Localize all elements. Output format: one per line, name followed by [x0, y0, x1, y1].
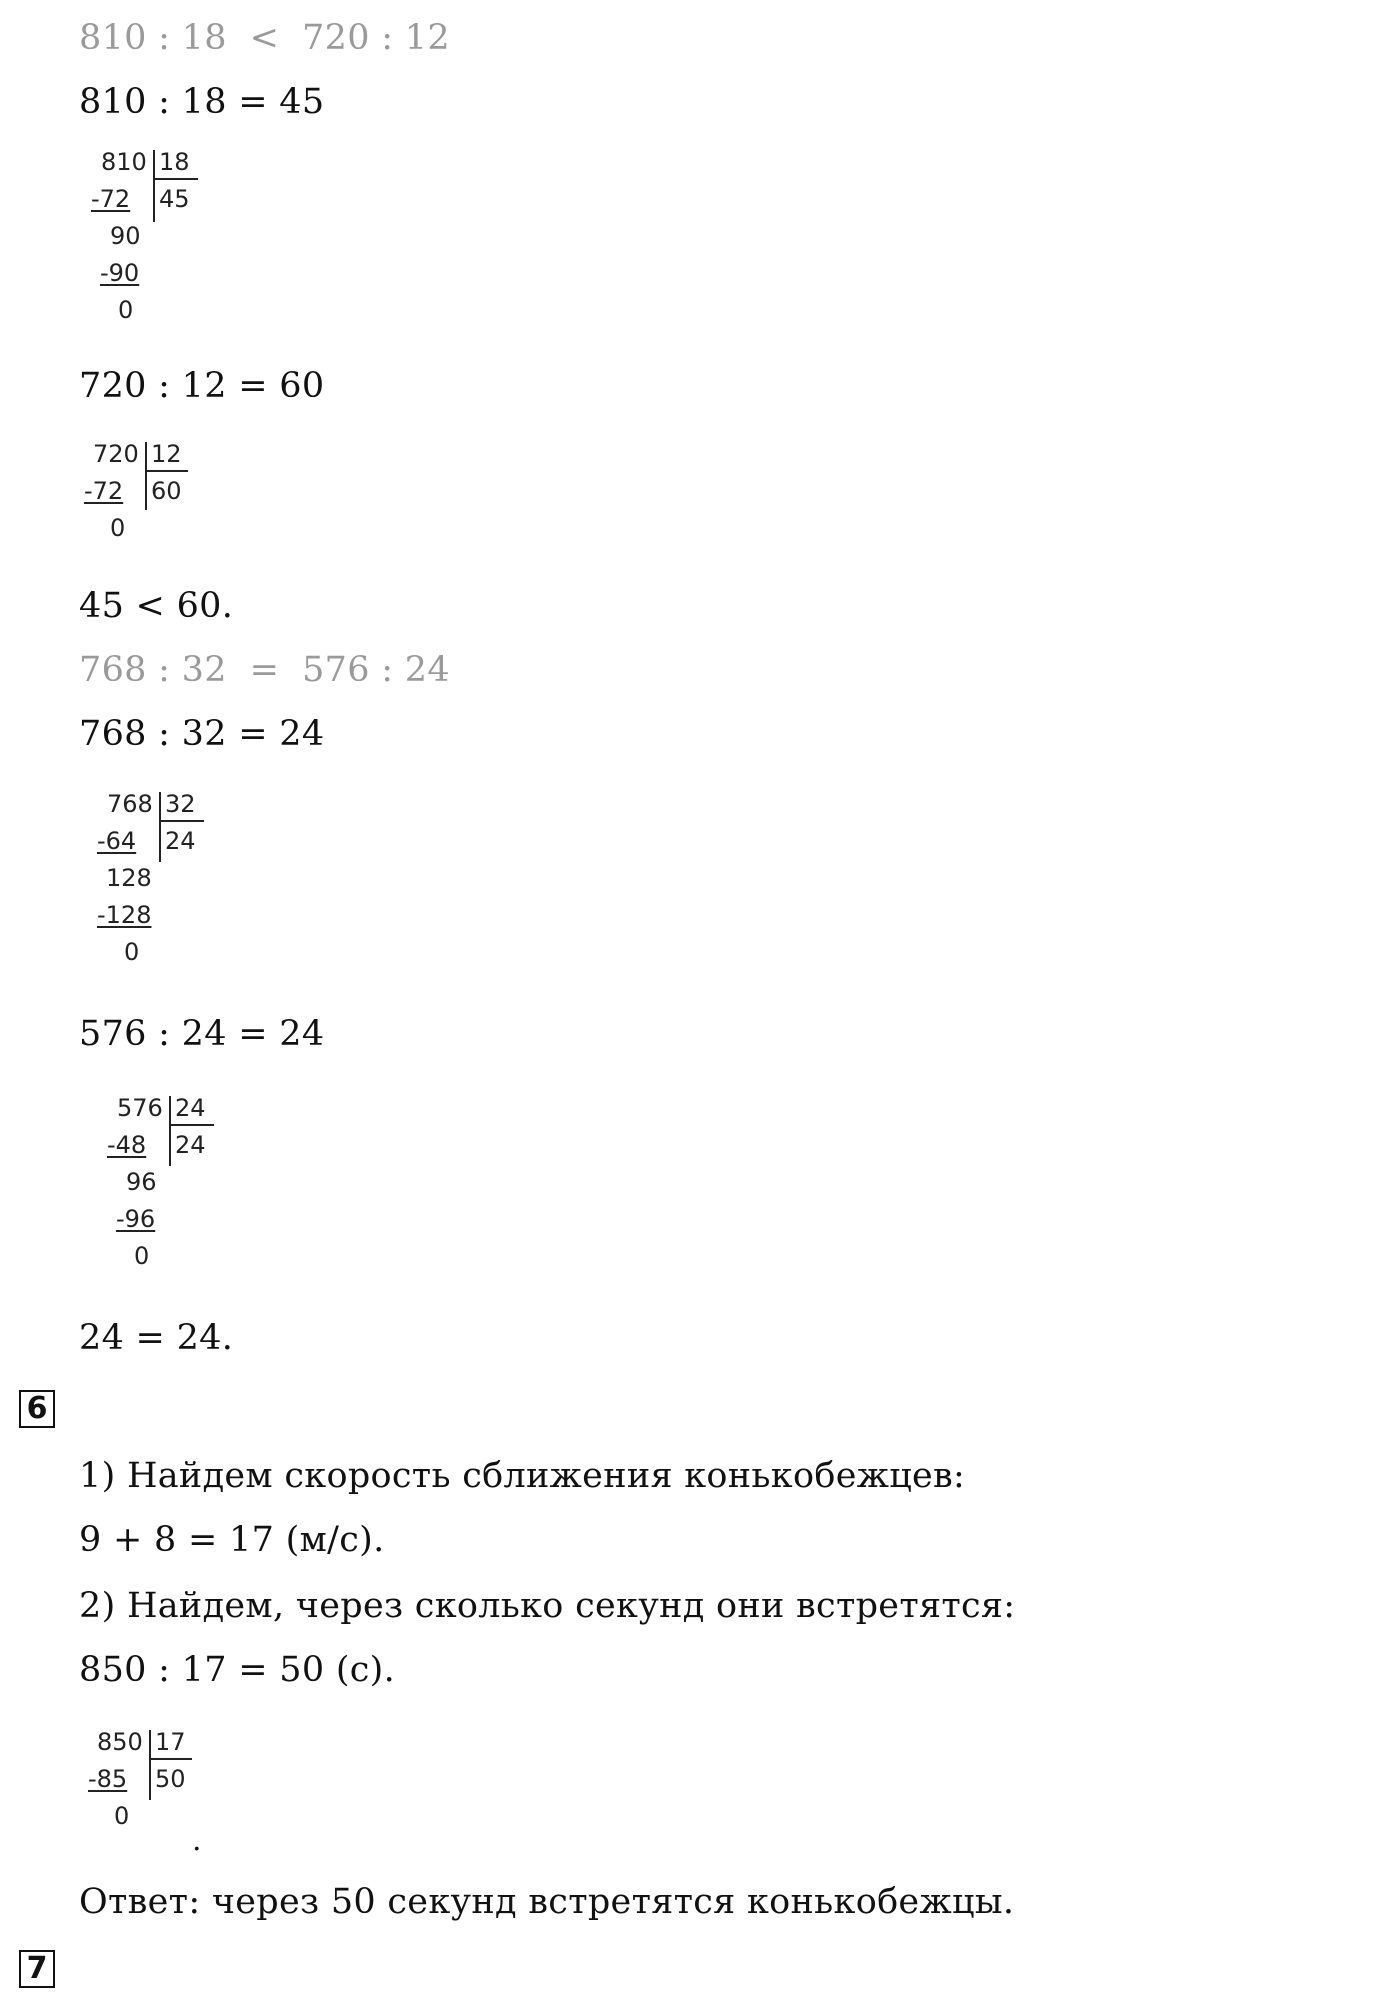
quotient: 50	[155, 1765, 186, 1793]
long-division-810-18	[88, 148, 218, 348]
quotient: 24	[175, 1131, 206, 1159]
step: -90	[100, 259, 140, 287]
step: -72	[84, 477, 124, 505]
equation-576-24: 576 : 24 = 24	[79, 1014, 325, 1054]
equation-810-18: 810 : 18 = 45	[79, 82, 325, 122]
task-number-7: 7	[19, 1950, 55, 1988]
step: 0	[124, 938, 140, 966]
result-1: 45 < 60.	[79, 586, 234, 626]
equation-768-32: 768 : 32 = 24	[79, 714, 325, 754]
dividend: 850	[97, 1728, 143, 1756]
step: -85	[88, 1765, 128, 1793]
step: -48	[107, 1131, 147, 1159]
divisor: 24	[175, 1094, 206, 1122]
step: 90	[110, 222, 141, 250]
step: 128	[106, 864, 152, 892]
dividend: 768	[107, 790, 153, 818]
dividend: 810	[101, 148, 147, 176]
comparison-1: 810 : 18 < 720 : 12	[79, 18, 450, 58]
task6-step-2: 2) Найдем, через сколько секунд они встретятся:	[79, 1586, 1016, 1626]
comparison-2: 768 : 32 = 576 : 24	[79, 650, 450, 690]
long-division-768-32	[94, 790, 224, 990]
equation-720-12: 720 : 12 = 60	[79, 366, 325, 406]
task-number-6: 6	[19, 1390, 55, 1428]
step: -72	[91, 185, 131, 213]
step: 0	[118, 296, 134, 324]
step: -96	[116, 1205, 156, 1233]
divisor: 17	[155, 1728, 186, 1756]
stray-dot: .	[192, 1823, 202, 1858]
quotient: 60	[151, 477, 182, 505]
task6-equation-2: 850 : 17 = 50 (с).	[79, 1650, 396, 1690]
dividend: 576	[117, 1094, 163, 1122]
step: -128	[97, 901, 152, 929]
quotient: 45	[159, 185, 190, 213]
quotient: 24	[165, 827, 196, 855]
task6-step-1: 1) Найдем скорость сближения конькобежцев:	[79, 1456, 966, 1496]
long-division-576-24	[104, 1094, 234, 1294]
task6-answer: Ответ: через 50 секунд встретятся конькобежцы.	[79, 1882, 1015, 1922]
step: 0	[110, 514, 126, 542]
dividend: 720	[93, 440, 139, 468]
step: 96	[126, 1168, 157, 1196]
divisor: 12	[151, 440, 182, 468]
divisor: 18	[159, 148, 190, 176]
step: 0	[114, 1802, 130, 1830]
divisor: 32	[165, 790, 196, 818]
result-2: 24 = 24.	[79, 1318, 234, 1358]
task6-equation-1: 9 + 8 = 17 (м/с).	[79, 1520, 385, 1560]
step: 0	[134, 1242, 150, 1270]
step: -64	[97, 827, 137, 855]
